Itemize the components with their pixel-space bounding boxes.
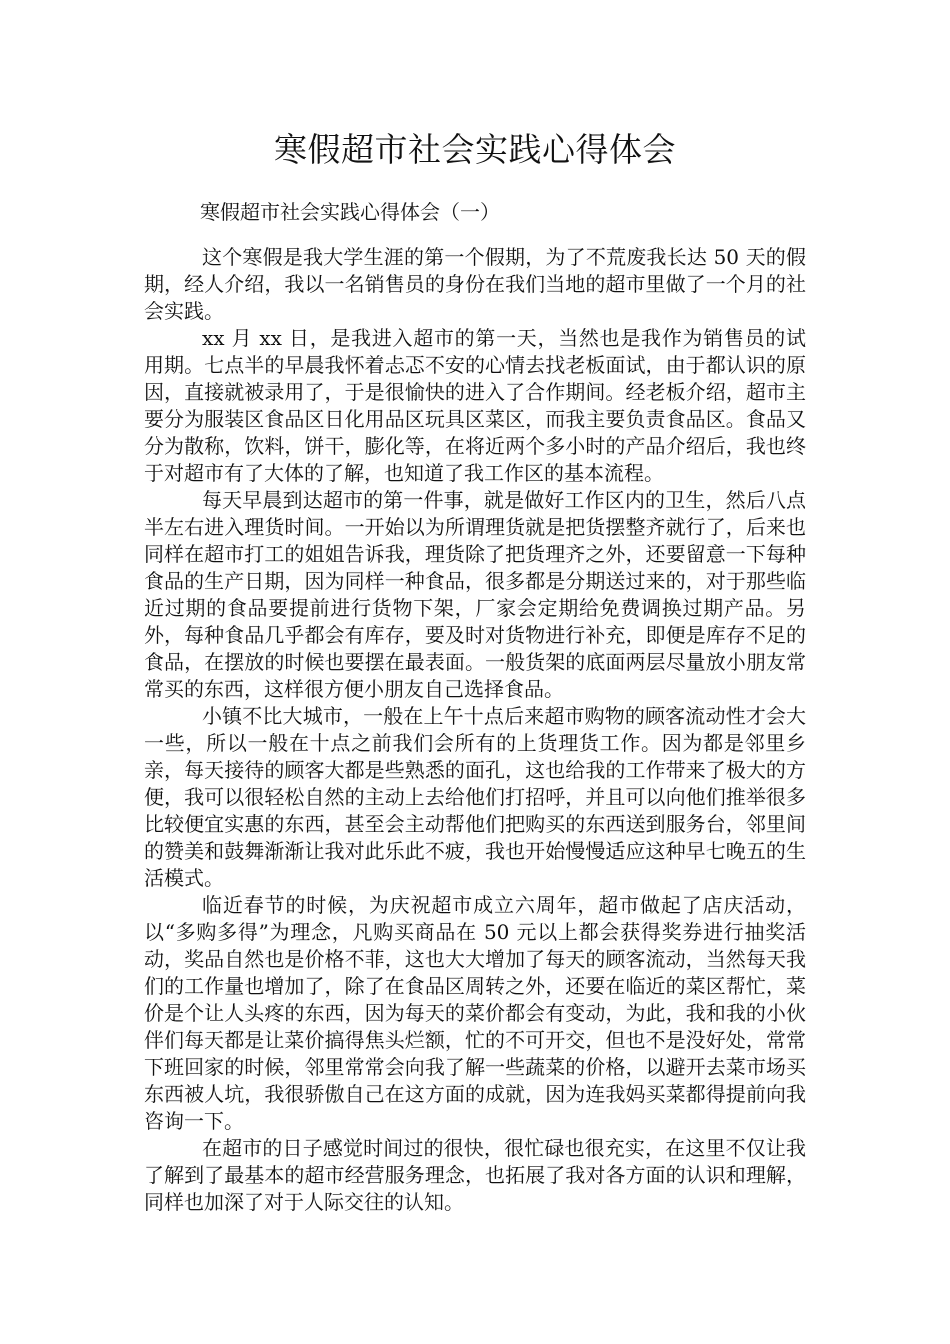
document-body xyxy=(144,244,806,1216)
paragraph-intro: 这个寒假是我大学生涯的第一个假期，为了不荒废我长达 50 天的假期，经人介绍，我以一名销售员的身份在我们当地的超市里做了一个月的社会实践。 xyxy=(144,245,806,323)
paragraph-first-day: xx 月 xx 日，是我进入超市的第一天，当然也是我作为销售员的试用期。七点半的早晨我怀着忐忑不安的心情去找老板面试，由于都认识的原因，直接就被录用了，于是很愉快的进入了合作期间。经老板介绍，超市主要分为服装区食品区日化用品区玩具区菜区，而我主要负责食品区。食品又分为散称，饮料，饼干，膨化等，在将近两个多小时的产品介绍后，我也终于对超市有了大体的了解，也知道了我工作区的基本流程。 xyxy=(144,326,806,485)
paragraph-conclusion: 在超市的日子感觉时间过的很快，很忙碌也很充实，在这里不仅让我了解到了最基本的超市经营服务理念，也拓展了我对各方面的认识和理解，同样也加深了对于人际交往的认知。 xyxy=(144,1136,806,1214)
document-title: 寒假超市社会实践心得体会 xyxy=(274,130,676,169)
paragraph-daily-routine: 每天早晨到达超市的第一件事，就是做好工作区内的卫生，然后八点半左右进入理货时间。一开始以为所谓理货就是把货摆整齐就行了，后来也同样在超市打工的姐姐告诉我，理货除了把货理齐之外，还要留意一下每种食品的生产日期，因为同样一种食品，很多都是分期送过来的，对于那些临近过期的食品要提前进行货物下架，厂家会定期给免费调换过期产品。另外，每种食品几乎都会有库存，要及时对货物进行补充，即便是库存不足的食品，在摆放的时候也要摆在最表面。一般货架的底面两层尽量放小朋友常常买的东西，这样很方便小朋友自己选择食品。 xyxy=(144,488,806,701)
paragraph-small-town: 小镇不比大城市，一般在上午十点后来超市购物的顾客流动性才会大一些，所以一般在十点之前我们会所有的上货理货工作。因为都是邻里乡亲，每天接待的顾客大都是些熟悉的面孔，这也给我的工作带来了极大的方便，我可以很轻松自然的主动上去给他们打招呼，并且可以向他们推举很多比较便宜实惠的东西，甚至会主动帮他们把购买的东西送到服务台，邻里间的赞美和鼓舞渐渐让我对此乐此不疲，我也开始慢慢适应这种早七晚五的生活模式。 xyxy=(144,704,806,890)
section-heading: 寒假超市社会实践心得体会（一） xyxy=(200,200,500,224)
paragraph-spring-festival: 临近春节的时候，为庆祝超市成立六周年，超市做起了店庆活动，以“多购多得”为理念，凡购买商品在 50 元以上都会获得奖券进行抽奖活动，奖品自然也是价格不菲，这也大大增加了每天的顾客流动，当然每天我们的工作量也增加了，除了在食品区周转之外，还要在临近的菜区帮忙，菜价是个让人头疼的东西，因为每天的菜价都会有变动，为此，我和我的小伙伴们每天都是让菜价搞得焦头烂额，忙的不可开交，但也不是没好处，常常下班回家的时候，邻里常常会向我了解一些蔬菜的价格，以避开去菜市场买东西被人坑，我很骄傲自己在这方面的成就，因为连我妈买菜都得提前向我咨询一下。 xyxy=(144,893,806,1133)
